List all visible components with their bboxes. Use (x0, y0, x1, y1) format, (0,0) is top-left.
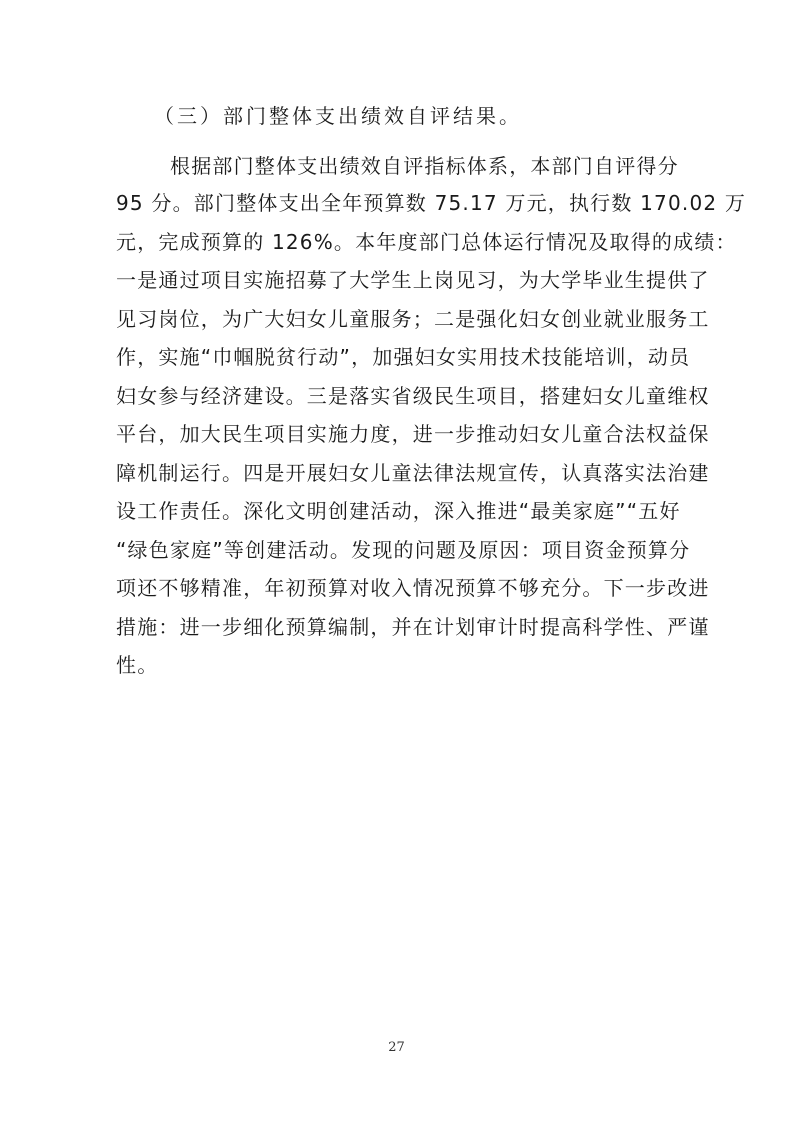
paragraph-line: 措施：进一步细化预算编制，并在计划审计时提高科学性、严谨 (116, 615, 710, 639)
paragraph-line: 性。 (116, 653, 159, 677)
paragraph-line: 一是通过项目实施招募了大学生上岗见习，为大学毕业生提供了 (116, 268, 710, 292)
paragraph-line: 障机制运行。四是开展妇女儿童法律法规宣传，认真落实法治建 (116, 461, 710, 485)
section-heading: （三）部门整体支出绩效自评结果。 (154, 104, 522, 128)
paragraph-line: 项还不够精准，年初预算对收入情况预算不够充分。下一步改进 (116, 576, 710, 600)
paragraph-line: “绿色家庭”等创建活动。发现的问题及原因：项目资金预算分 (116, 538, 691, 562)
paragraph-line: 根据部门整体支出绩效自评指标体系，本部门自评得分 (170, 154, 679, 178)
paragraph-line: 元，完成预算的 126%。本年度部门总体运行情况及取得的成绩： (116, 230, 737, 254)
paragraph-line: 作，实施“巾帼脱贫行动”，加强妇女实用技术技能培训，动员 (116, 345, 691, 369)
page-number: 27 (388, 1040, 405, 1055)
paragraph-line: 95 分。部门整体支出全年预算数 75.17 万元，执行数 170.02 万 (116, 191, 747, 215)
paragraph-line: 妇女参与经济建设。三是落实省级民生项目，搭建妇女儿童维权 (116, 384, 710, 408)
paragraph-line: 见习岗位，为广大妇女儿童服务；二是强化妇女创业就业服务工 (116, 307, 710, 331)
paragraph-line: 设工作责任。深化文明创建活动，深入推进“最美家庭”“五好 (116, 499, 681, 523)
paragraph-line: 平台，加大民生项目实施力度，进一步推动妇女儿童合法权益保 (116, 422, 710, 446)
